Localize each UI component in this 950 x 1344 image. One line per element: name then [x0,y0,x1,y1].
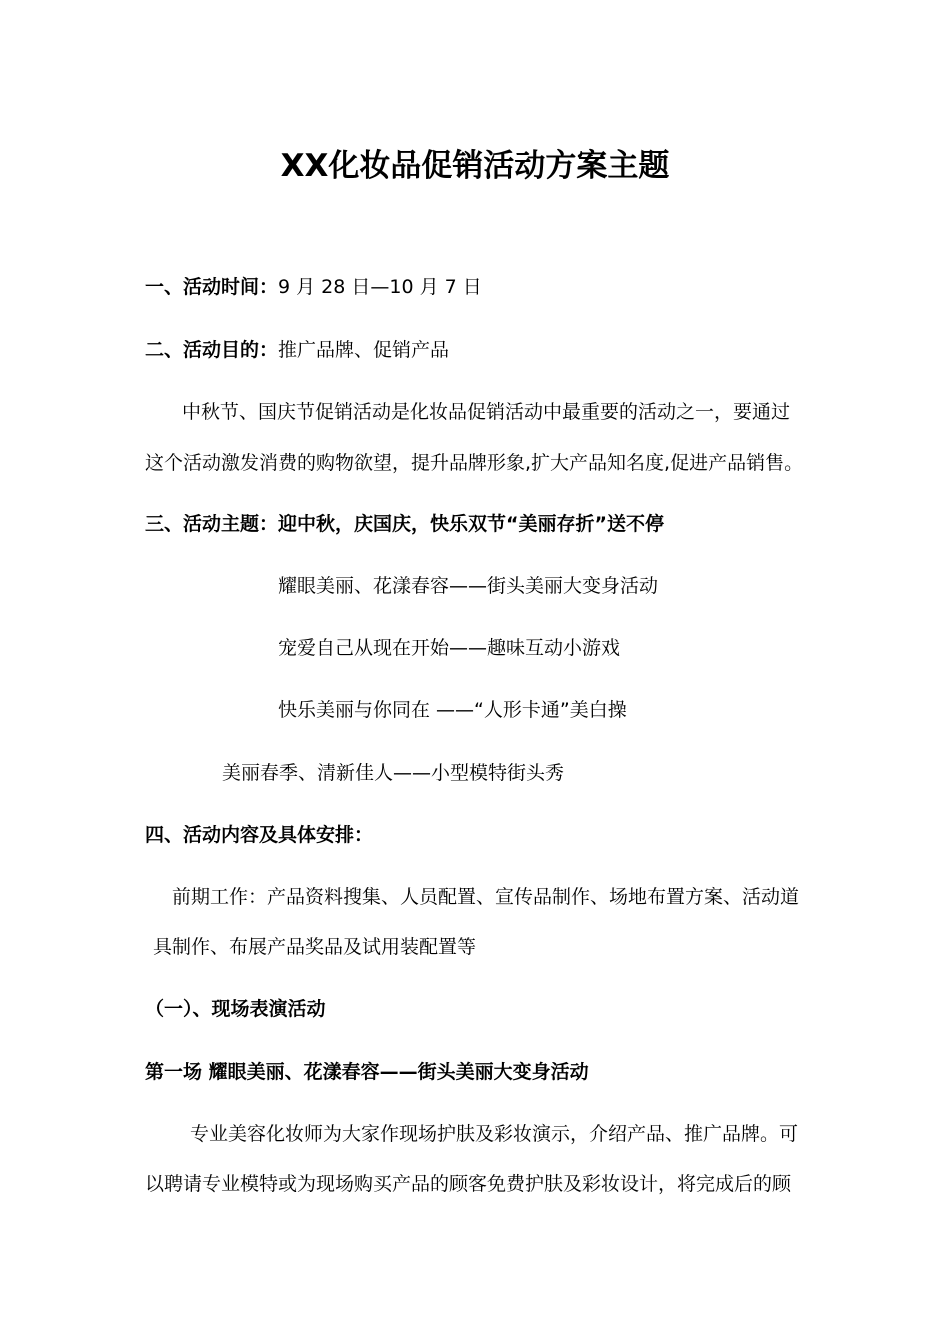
scene-one-paragraph-line-2: 以聘请专业模特或为现场购买产品的顾客免费护肤及彩妆设计，将完成后的顾 [145,1173,792,1195]
prep-paragraph-line-1: 前期工作：产品资料搜集、人员配置、宣传品制作、场地布置方案、活动道 [172,886,800,908]
section-label: 二、活动目的： [145,339,279,361]
section-value: 9 月 28 日—10 月 7 日 [278,276,482,298]
section-value: 推广品牌、促销产品 [278,339,450,361]
scene-one-heading: 第一场 耀眼美丽、花漾春容——街头美丽大变身活动 [145,1061,589,1083]
section-label: 一、活动时间： [145,276,279,298]
section-activity-content: 四、活动内容及具体安排： [145,824,374,846]
theme-item: 宠爱自己从现在开始——趣味互动小游戏 [278,637,621,659]
purpose-paragraph-line-1: 中秋节、国庆节促销活动是化妆品促销活动中最重要的活动之一，要通过 [182,401,791,423]
section-activity-purpose [145,336,449,364]
theme-item: 快乐美丽与你同在 ——“人形卡通”美白操 [278,699,627,721]
section-activity-theme: 三、活动主题：迎中秋，庆国庆，快乐双节“美丽存折”送不停 [145,513,664,535]
prep-paragraph-line-2: 具制作、布展产品奖品及试用装配置等 [153,936,477,958]
theme-item: 耀眼美丽、花漾春容——街头美丽大变身活动 [278,575,659,597]
subsection-live-performance: （一）、现场表演活动 [145,998,326,1020]
section-activity-time [145,273,482,301]
theme-item: 美丽春季、清新佳人——小型模特街头秀 [222,762,565,784]
scene-one-paragraph-line-1: 专业美容化妆师为大家作现场护肤及彩妆演示，介绍产品、推广品牌。可 [190,1123,799,1145]
purpose-paragraph-line-2: 这个活动激发消费的购物欲望，提升品牌形象,扩大产品知名度,促进产品销售。 [145,452,804,474]
document-title: XX化妆品促销活动方案主题 [280,148,670,184]
